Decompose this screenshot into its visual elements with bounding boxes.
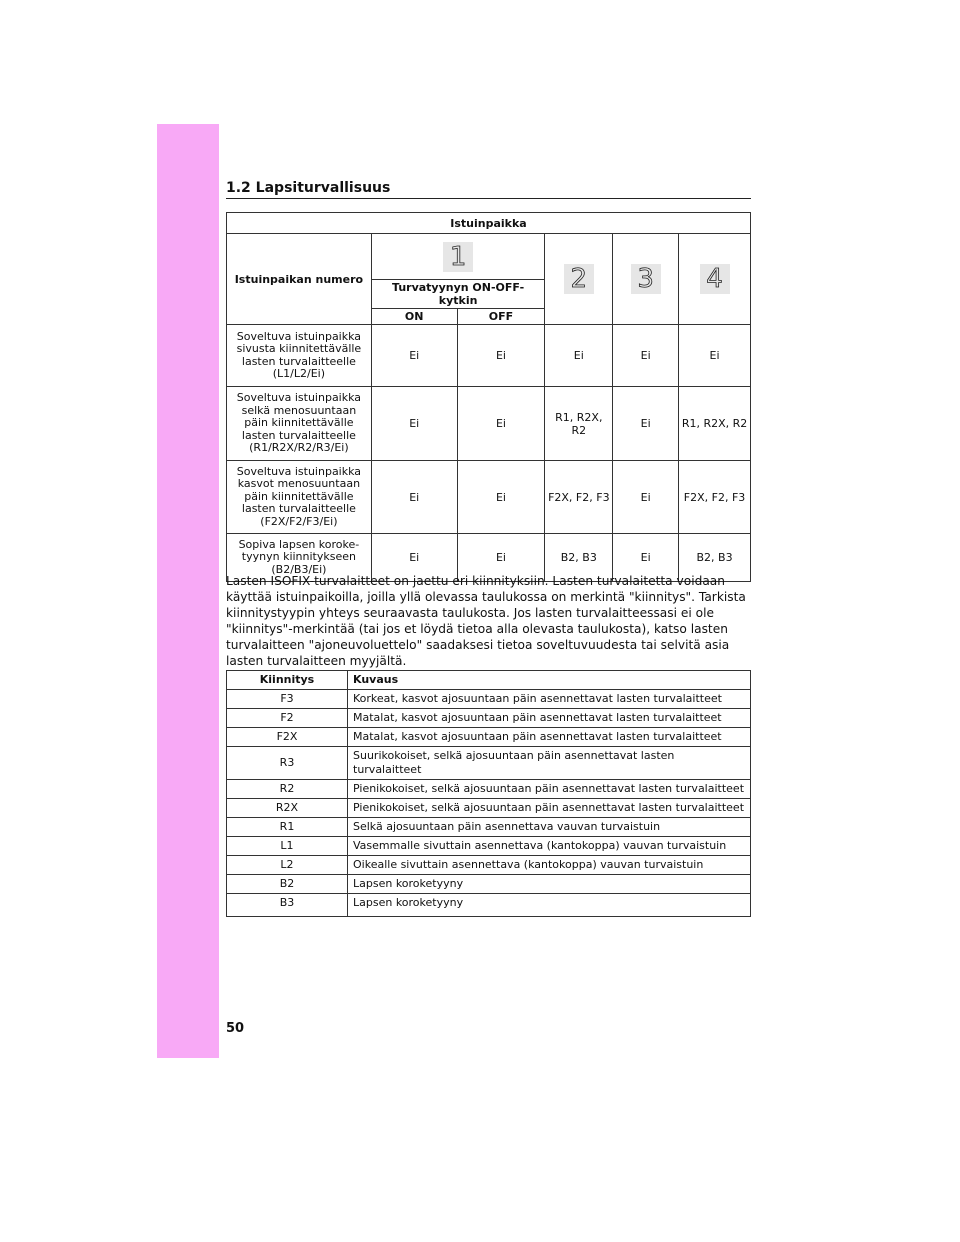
fixture-code: F2X [227,728,348,747]
table-cell: Ei [457,534,545,582]
fixture-description: Lapsen koroketyyny [348,894,751,917]
table-row [227,856,751,875]
seat-4-icon: 4 [700,264,730,294]
table-row [227,780,751,799]
seat-3-icon: 3 [631,264,661,294]
fixture-description: Matalat, kasvot ajosuuntaan päin asennettavat lasten turvalaitteet [348,728,751,747]
table-row [227,818,751,837]
table-cell: Ei [613,534,679,582]
table-row [227,799,751,818]
fixture-description: Pienikokoiset, selkä ajosuuntaan päin asennettavat lasten turvalaitteet [348,780,751,799]
table-cell: Ei [371,461,457,534]
seat-2-icon: 2 [564,264,594,294]
table-cell: F2X, F2, F3 [679,461,751,534]
row-label: Sopiva lapsen koroke-tyynyn kiinnitykseen (B2/B3/Ei) [227,534,372,582]
seat-number-label: Istuinpaikan numero [227,234,372,325]
seat-4-cell [679,234,751,325]
table-cell: Ei [371,534,457,582]
switch-off-label: OFF [457,309,545,325]
column-header: Kuvaus [348,671,751,690]
table-row [227,325,751,387]
seat-2-cell [545,234,613,325]
fixture-description: Lapsen koroketyyny [348,875,751,894]
fixture-description: Vasemmalle sivuttain asennettava (kantokoppa) vauvan turvaistuin [348,837,751,856]
fixture-description: Oikealle sivuttain asennettava (kantokoppa) vauvan turvaistuin [348,856,751,875]
row-label: Soveltuva istuinpaikka sivusta kiinnitettävälle lasten turvalaitteelle (L1/L2/Ei) [227,325,372,387]
row-label: Soveltuva istuinpaikka kasvot menosuuntaan päin kiinnitettävälle lasten turvalaitteelle (F2X/F2/F3/Ei) [227,461,372,534]
fixture-code: B3 [227,894,348,917]
fixture-code: B2 [227,875,348,894]
row-label: Soveltuva istuinpaikka selkä menosuuntaan päin kiinnitettävälle lasten turvalaitteelle (R1/R2X/R2/R3/Ei) [227,387,372,461]
fixture-code: L1 [227,837,348,856]
switch-on-label: ON [371,309,457,325]
fixture-code: R1 [227,818,348,837]
seat-position-table [226,212,751,582]
fixture-table [226,670,751,917]
table-row [227,894,751,917]
fixture-code: R2 [227,780,348,799]
table-cell: Ei [545,325,613,387]
table-cell: Ei [679,325,751,387]
column-header: Kiinnitys [227,671,348,690]
table-cell: B2, B3 [545,534,613,582]
fixture-description: Matalat, kasvot ajosuuntaan päin asennettavat lasten turvalaitteet [348,709,751,728]
table-cell: Ei [457,461,545,534]
table-row [227,728,751,747]
fixture-description: Suurikokoiset, selkä ajosuuntaan päin asennettavat lasten turvalaitteet [348,747,751,780]
airbag-switch-label: Turvatyynyn ON-OFF-kytkin [371,280,545,309]
table-cell: Ei [457,387,545,461]
page-number: 50 [226,1021,245,1036]
table-cell: R1, R2X, R2 [679,387,751,461]
table-cell: R1, R2X, R2 [545,387,613,461]
table-row [227,837,751,856]
seat-3-cell [613,234,679,325]
fixture-description: Pienikokoiset, selkä ajosuuntaan päin asennettavat lasten turvalaitteet [348,799,751,818]
table-row [227,690,751,709]
table-cell: F2X, F2, F3 [545,461,613,534]
fixture-code: R3 [227,747,348,780]
heading-rule [226,198,751,199]
table-row [227,709,751,728]
table-row [227,387,751,461]
table-cell: Ei [613,387,679,461]
fixture-description: Selkä ajosuuntaan päin asennettava vauvan turvaistuin [348,818,751,837]
seat-group-header: Istuinpaikka [227,213,751,234]
paragraph-text: Lasten ISOFIX-turvalaitteet on jaettu eri kiinnityksiin. Lasten turvalaitetta voidaan käyttää istuinpaikoilla, joilla yllä olevassa taulukossa on merkintä "kiinnitys". Tarkista kiinnitystyypin yhteys seuraavasta taulukosta. Jos lasten turvalaitteessasi ei ole "kiinnitys"-merkintää (tai jos et löydä tietoa alla olevasta taulukosta), katso lasten turvalaitteen "ajoneuvoluettelo" saadaksesi tietoa soveltuvuudesta tai selvitä asia lasten turvalaitteen myyjältä. [226,574,746,668]
table-header-row [227,671,751,690]
isofix-paragraph [226,573,756,669]
table-cell: Ei [371,387,457,461]
table-cell: B2, B3 [679,534,751,582]
fixture-code: F3 [227,690,348,709]
table-cell: Ei [613,325,679,387]
table-row [227,461,751,534]
table-cell: Ei [457,325,545,387]
seat-1-icon: 1 [443,242,473,272]
table-cell: Ei [371,325,457,387]
section-title: 1.2 Lapsiturvallisuus [226,180,391,196]
fixture-code: L2 [227,856,348,875]
table-row [227,747,751,780]
fixture-code: F2 [227,709,348,728]
side-band [157,124,219,1058]
seat-1-cell [371,234,545,280]
table-cell: Ei [613,461,679,534]
fixture-code: R2X [227,799,348,818]
fixture-description: Korkeat, kasvot ajosuuntaan päin asennettavat lasten turvalaitteet [348,690,751,709]
table-row [227,875,751,894]
